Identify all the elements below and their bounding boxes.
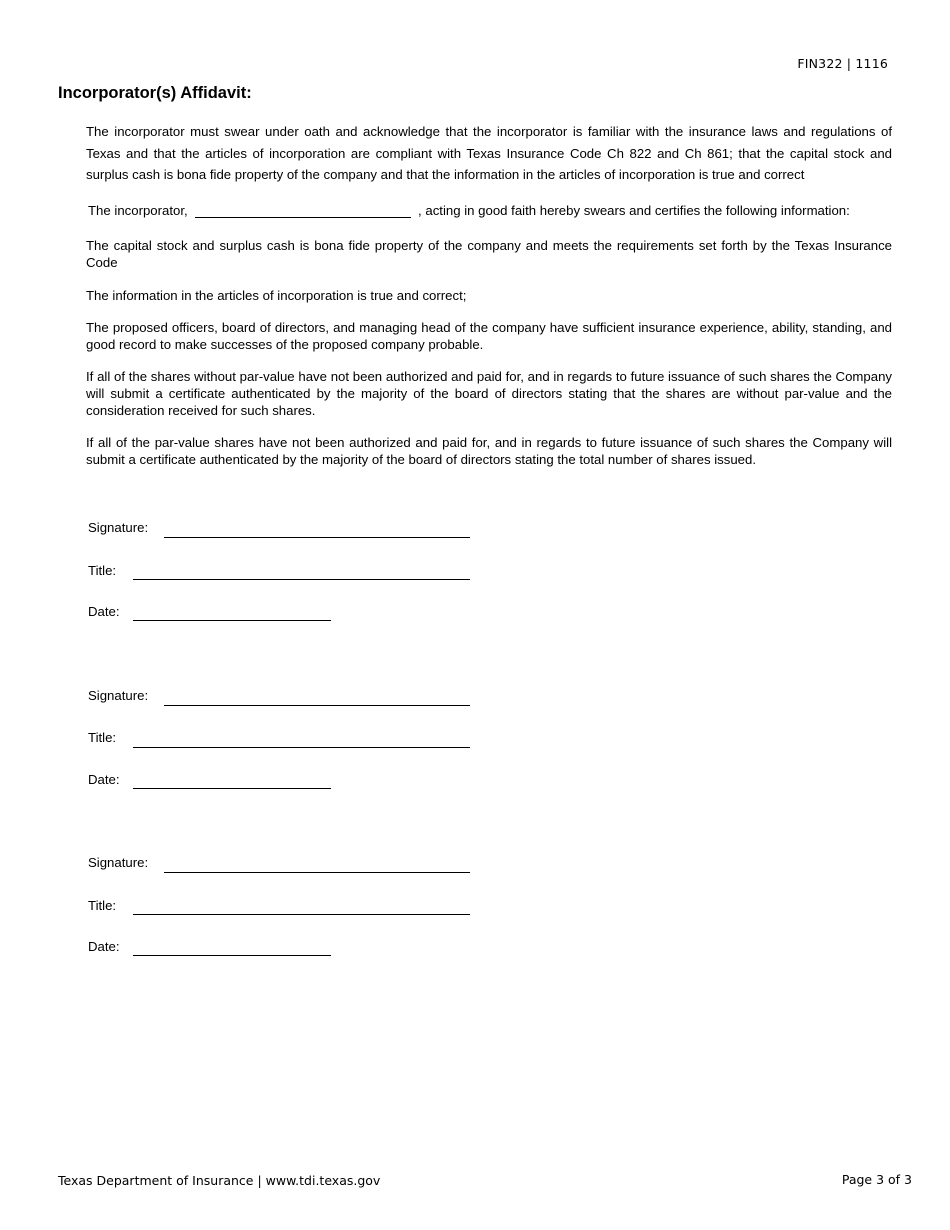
incorporator-name-field[interactable] [195,203,411,218]
intro-paragraph: The incorporator must swear under oath and acknowledge that the incorporator is familiar with the insurance laws and regulations of Texas and that the articles of incorporation are compliant with Texas Insurance Code Ch 822 and Ch 861; that the capital stock and surplus cash is bona fide property of the company and that the information in the articles of incorporation is true and correct [86,124,892,182]
statement-par-value-shares: If all of the par-value shares have not been authorized and paid for, and in regards to future issuance of such shares the Company will submit a certificate authenticated by the majority of the board of directors stating the total number of shares issued. [86,435,892,467]
date-field[interactable] [133,955,331,956]
signature-label: Signature: [88,688,149,703]
title-field[interactable] [133,747,470,748]
statement-capital-stock: The capital stock and surplus cash is bona fide property of the company and meets the requirements set forth by the Texas Insurance Code [86,238,892,270]
statement-information-true: The information in the articles of incorporation is true and correct; [86,288,467,303]
incorporator-prefix: The incorporator, [88,203,188,218]
date-label: Date: [88,604,120,619]
signature-field[interactable] [164,537,470,538]
signature-block [88,520,488,630]
date-field[interactable] [133,620,331,621]
date-label: Date: [88,939,120,954]
footer-agency: Texas Department of Insurance | www.tdi.texas.gov [58,1173,381,1188]
title-label: Title: [88,730,117,745]
page-number: Page 3 of 3 [841,1172,912,1187]
incorporator-line [88,203,850,218]
signature-field[interactable] [164,872,470,873]
title-label: Title: [88,563,117,578]
date-field[interactable] [133,788,331,789]
title-label: Title: [88,898,117,913]
statement-no-par-shares: If all of the shares without par-value have not been authorized and paid for, and in regards to future issuance of such shares the Company will submit a certificate authenticated by the majority of the board of directors stating that the shares are without par-value and the consideration received for such shares. [86,369,892,418]
page-title: Incorporator(s) Affidavit: [58,84,252,102]
date-label: Date: [88,772,120,787]
incorporator-suffix: , acting in good faith hereby swears and certifies the following information: [418,203,850,218]
signature-block [88,855,488,965]
statement-officers: The proposed officers, board of directors, and managing head of the company have sufficient insurance experience, ability, standing, and good record to make successes of the proposed company probable. [86,320,892,352]
form-code: FIN322 | 1116 [797,56,888,71]
title-field[interactable] [133,914,470,915]
signature-block [88,688,488,798]
signature-label: Signature: [88,520,149,535]
signature-field[interactable] [164,705,470,706]
signature-label: Signature: [88,855,149,870]
title-field[interactable] [133,579,470,580]
